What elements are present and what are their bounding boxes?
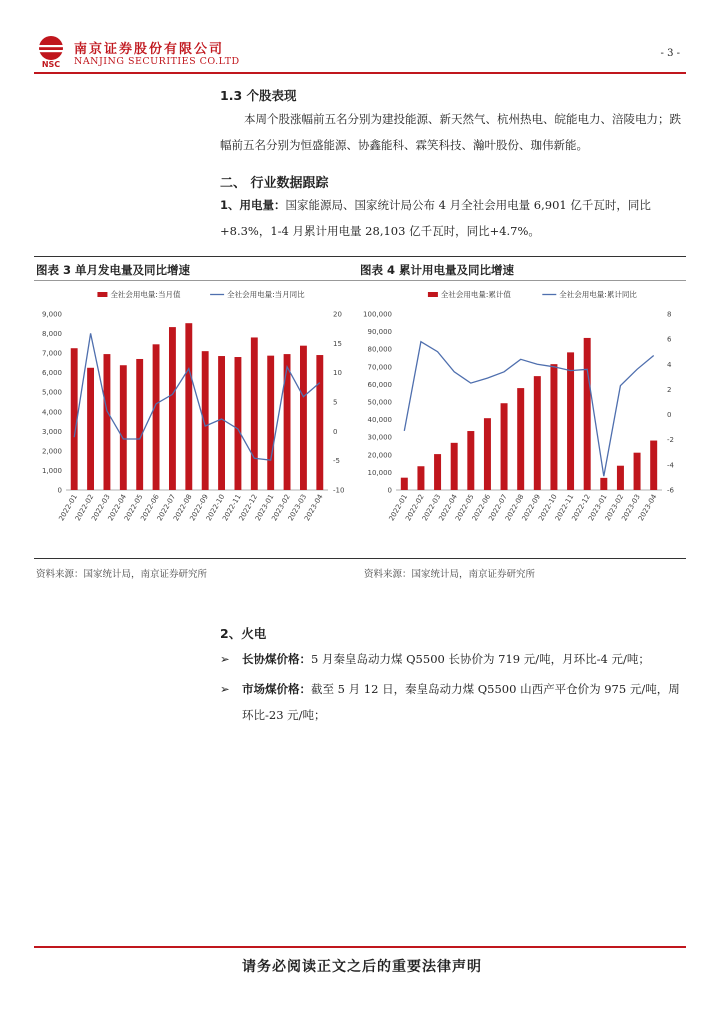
- x-tick-label: 2022-06: [139, 493, 161, 523]
- x-tick-label: 2022-07: [155, 493, 178, 523]
- power-consumption-label: 1、用电量：: [220, 198, 286, 212]
- x-tick-label: 2022-11: [553, 493, 576, 523]
- market-coal-label: 市场煤价格：: [242, 682, 311, 696]
- legend-bar-label: 全社会用电量:当月值: [110, 290, 181, 299]
- y-right-tick-label: 10: [333, 369, 342, 378]
- y-left-tick-label: 9,000: [41, 310, 62, 319]
- figure-3-source: 资料来源：国家统计局，南京证券研究所: [36, 569, 208, 580]
- x-tick-label: 2022-11: [221, 493, 243, 523]
- bar: [451, 443, 458, 490]
- bullet-arrow-icon: ➢: [220, 652, 230, 666]
- y-left-tick-label: 2,000: [41, 447, 62, 456]
- y-right-tick-label: -4: [667, 461, 674, 470]
- bar: [251, 337, 258, 490]
- x-tick-label: 2023-03: [286, 493, 309, 523]
- bar: [501, 403, 508, 490]
- series-line: [404, 342, 653, 477]
- y-right-tick-label: 20: [333, 310, 342, 319]
- bar: [650, 441, 657, 490]
- figure-3-title: 图表 3 单月发电量及同比增速: [36, 263, 191, 277]
- bar: [185, 323, 192, 490]
- bar: [567, 352, 574, 490]
- y-left-tick-label: 6,000: [41, 369, 62, 378]
- bar: [87, 368, 94, 490]
- section-title-thermal: 2、火电: [220, 626, 267, 641]
- x-tick-label: 2023-04: [636, 493, 659, 523]
- bar: [120, 365, 127, 490]
- logo-text: NSC: [41, 60, 61, 68]
- page-number: - 3 -: [660, 48, 680, 59]
- bar: [484, 418, 491, 490]
- legend-bar-swatch: [97, 292, 107, 297]
- company-name-cn: 南京证券股份有限公司: [74, 42, 225, 57]
- bar: [153, 344, 160, 490]
- y-left-tick-label: 100,000: [363, 310, 392, 319]
- y-right-tick-label: -10: [333, 486, 345, 495]
- bar: [401, 478, 408, 490]
- bullet-long-term-coal: [220, 646, 685, 672]
- y-right-tick-label: 8: [667, 310, 672, 319]
- y-left-tick-label: 3,000: [41, 427, 62, 436]
- bar: [169, 327, 176, 490]
- bar: [434, 454, 441, 490]
- y-right-tick-label: 2: [667, 385, 672, 394]
- bar: [284, 354, 291, 490]
- y-left-tick-label: 5,000: [41, 388, 62, 397]
- y-left-tick-label: 60,000: [367, 380, 392, 389]
- bar: [550, 364, 557, 490]
- y-left-tick-label: 20,000: [367, 451, 392, 460]
- y-right-tick-label: 6: [667, 335, 672, 344]
- bullet-arrow-icon: ➢: [220, 682, 230, 696]
- long-term-coal-label: 长协煤价格：: [242, 652, 311, 666]
- x-tick-label: 2022-07: [487, 493, 509, 523]
- y-left-tick-label: 50,000: [367, 398, 392, 407]
- y-left-tick-label: 0: [57, 486, 62, 495]
- x-tick-label: 2022-06: [470, 493, 493, 523]
- y-right-tick-label: 15: [333, 339, 342, 348]
- y-left-tick-label: 70,000: [367, 363, 392, 372]
- x-tick-label: 2022-12: [237, 493, 260, 523]
- footer-rule: [34, 946, 686, 948]
- chart-monthly-consumption: [34, 284, 356, 554]
- x-tick-label: 2022-01: [387, 493, 410, 523]
- x-tick-label: 2022-03: [90, 493, 112, 523]
- header: [34, 34, 686, 74]
- x-tick-label: 2022-01: [57, 493, 79, 523]
- y-left-tick-label: 1,000: [41, 466, 62, 475]
- x-tick-label: 2022-04: [106, 493, 129, 523]
- y-left-tick-label: 30,000: [367, 433, 392, 442]
- bar: [584, 338, 591, 490]
- bar: [234, 357, 241, 490]
- y-right-tick-label: 5: [333, 398, 338, 407]
- x-tick-label: 2022-09: [188, 493, 210, 523]
- y-left-tick-label: 80,000: [367, 345, 392, 354]
- legal-notice: 请务必阅读正文之后的重要法律声明: [242, 959, 482, 975]
- y-right-tick-label: 0: [333, 427, 338, 436]
- y-left-tick-label: 0: [387, 486, 392, 495]
- bar: [136, 359, 143, 490]
- company-name-en: NANJING SECURITIES CO.LTD: [74, 56, 240, 67]
- x-tick-label: 2022-05: [122, 493, 145, 523]
- figure-top-rule: [34, 256, 686, 257]
- bar: [617, 466, 624, 490]
- x-tick-label: 2023-02: [270, 493, 292, 523]
- figure-4-title: 图表 4 累计用电量及同比增速: [360, 263, 515, 277]
- legend-bar-label: 全社会用电量:累计值: [440, 290, 511, 299]
- bar: [517, 388, 524, 490]
- bar: [267, 356, 274, 490]
- bar: [103, 354, 110, 490]
- legend-bar-swatch: [428, 292, 438, 297]
- figure-bottom-rule: [34, 558, 686, 559]
- stock-performance-body: [220, 106, 685, 158]
- x-tick-label: 2022-09: [520, 493, 543, 523]
- x-tick-label: 2023-01: [586, 493, 609, 523]
- series-line: [74, 333, 320, 460]
- x-tick-label: 2022-02: [73, 493, 96, 523]
- x-tick-label: 2023-01: [253, 493, 276, 523]
- x-tick-label: 2023-03: [620, 493, 642, 523]
- x-tick-label: 2022-04: [437, 493, 459, 523]
- bullet-market-coal: [220, 676, 685, 728]
- x-tick-label: 2022-12: [570, 493, 592, 523]
- y-left-tick-label: 4,000: [41, 408, 62, 417]
- x-tick-label: 2023-04: [302, 493, 325, 523]
- x-tick-label: 2022-05: [453, 493, 476, 523]
- power-consumption-text: 国家能源局、国家统计局公布 4 月全社会用电量 6,901 亿千瓦时，同比+8.3%，1-4 月累计用电量 28,103 亿千瓦时，同比+4.7%。: [220, 198, 651, 238]
- x-tick-label: 2022-08: [503, 493, 526, 523]
- bar: [417, 466, 424, 490]
- figure-title-rule: [34, 280, 686, 281]
- legend-line-label: 全社会用电量:当月同比: [227, 290, 305, 299]
- x-tick-label: 2022-10: [204, 493, 227, 523]
- x-tick-label: 2022-02: [404, 493, 426, 523]
- power-consumption-paragraph: [220, 192, 685, 244]
- bar: [300, 346, 307, 490]
- x-tick-label: 2022-10: [537, 493, 559, 523]
- figure-4-source: 资料来源：国家统计局，南京证券研究所: [364, 569, 536, 580]
- y-left-tick-label: 10,000: [367, 468, 392, 477]
- bar: [218, 356, 225, 490]
- x-tick-label: 2022-08: [171, 493, 194, 523]
- section-title-industry-data: 二、 行业数据跟踪: [220, 176, 329, 191]
- bar: [467, 431, 474, 490]
- chart-cumulative-consumption: [358, 284, 686, 554]
- bar: [600, 478, 607, 490]
- bar: [534, 376, 541, 490]
- bar: [634, 453, 641, 490]
- market-coal-text: 截至 5 月 12 日，秦皇岛动力煤 Q5500 山西产平仓价为 975 元/吨，周环比-23 元/吨；: [242, 682, 680, 722]
- bar: [316, 355, 323, 490]
- long-term-coal-text: 5 月秦皇岛动力煤 Q5500 长协价为 719 元/吨，月环比-4 元/吨；: [311, 652, 650, 666]
- y-right-tick-label: 0: [667, 411, 672, 420]
- bar: [202, 351, 209, 490]
- y-left-tick-label: 40,000: [367, 416, 392, 425]
- section-title-stock-performance: 1.3 个股表现: [220, 88, 297, 103]
- y-left-tick-label: 7,000: [41, 349, 62, 358]
- x-tick-label: 2023-02: [603, 493, 626, 523]
- y-left-tick-label: 8,000: [41, 330, 62, 339]
- company-logo-icon: [34, 34, 68, 68]
- y-right-tick-label: 4: [667, 360, 672, 369]
- x-tick-label: 2022-03: [420, 493, 443, 523]
- y-right-tick-label: -2: [667, 436, 674, 445]
- header-rule: [34, 72, 686, 74]
- y-right-tick-label: -5: [333, 457, 340, 466]
- legend-line-label: 全社会用电量:累计同比: [559, 290, 637, 299]
- y-right-tick-label: -6: [667, 486, 674, 495]
- y-left-tick-label: 90,000: [367, 328, 392, 337]
- stock-performance-text: 本周个股涨幅前五名分别为建投能源、新天然气、杭州热电、皖能电力、涪陵电力；跌幅前五名分别为恒盛能源、协鑫能科、霖笑科技、瀚叶股份、珈伟新能。: [220, 112, 681, 152]
